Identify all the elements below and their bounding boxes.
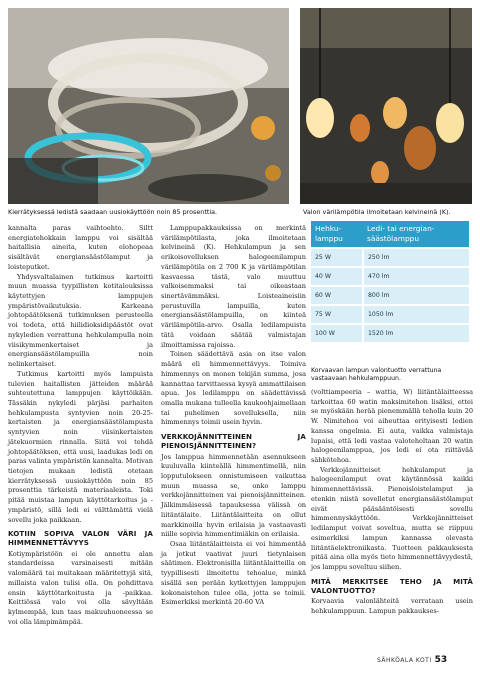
table-cell-watts: 60 W <box>311 286 363 305</box>
table-row <box>311 248 469 267</box>
glowing-bulbs-illustration <box>300 8 472 204</box>
text-column-1 <box>8 224 153 627</box>
paragraph: Jos lamppua himmennetään asennukseen kuuluvalla kiinteällä himmentimellä, niin lopputulokseen onnistumiseen vaikuttaa muun muassa se, onko lamppu verkkojännitteinen vai pienoisjännitteinen. Jälkimmäisessä tapauksessa välissä on liitäntälaite. Liitäntälaitteita on ollut markkinoilla hyvin erilaisia ja vastaavasti niille sopivia himmentimiäkin on erilaisia. <box>161 452 306 539</box>
paragraph: Verkkojännitteiset hehkulamput ja halogeenilamput ovat käytännössä kaikki himmennettävissä. Pienoisloistelamput ja etenkin niistä sovelletut energiansäästölamput eivät pääsääntöisesti sovellu himmennyskäyttöön. Verkkojännitteiset ledilamput voivat soveltua, mutta se riippuu esimerkiksi lampun kannassa olevasta liitäntäelektroniikasta. Tuotteen pakkauksesta pitää aina olla myös tieto himmennettävyydestä, jos lamppu soveltuu siihen. <box>311 465 473 571</box>
text-column-2 <box>161 224 306 608</box>
paragraph: Yhdysvaltalainen tutkimus kartoitti muun muassa tyypillisten kotitalouksissa käytettyjen lamppujen ympäristövaikutuksia. Karkeana johtopäätöksenä tutkimuksen perusteella voi todeta, että hiilidioksidipäästöt ovat nykyledien verrattuna hehkulampulla noin viisikymmenkertaiset ja energiansäästölampuilla noin nelinkertaiset. <box>8 272 153 369</box>
photo-color-temperature-bulbs <box>300 8 472 204</box>
table-row <box>311 267 469 286</box>
paragraph: Kotiympäristöön ei ole annettu alan standardeissa varsinaisesti mitään valomäärä tai muitakaan määritettyjä sitä, millaista valon tulisi olla. On pohdittava ensin käyttötarkoitusta ja -paikkaa. Keittiössä valo voi olla sävyltään kylmempää, kun taas makuuhuoneessa se voi olla lämpimämpää. <box>8 549 153 626</box>
paragraph: kannalta paras vaihtoehto. Siltt energiatehokkain lamppu voi sisältää haitallisia aineita, kuten elohopeaa sisältävät energiansäästölamput ja loisteputket. <box>8 224 153 271</box>
table-cell-lumens: 1520 lm <box>363 324 469 342</box>
photo-caption-left: Kierrätyksessä ledistä saadaan uusiokäyttöön noin 85 prosenttia. <box>8 208 218 216</box>
table-cell-lumens: 800 lm <box>363 286 469 305</box>
section-heading: KOTIIN SOPIVA VALON VÄRI JA HIMMENNETTÄVYYS <box>8 529 153 548</box>
led-chandelier-illustration <box>8 8 289 204</box>
page-footer <box>377 655 447 665</box>
table-row <box>311 324 469 342</box>
table-caption: Korvaavan lampun valontuotto verrattuna vastaavaan hehkulamppuun. <box>311 367 442 383</box>
lamp-equivalence-table <box>311 221 469 342</box>
table-row <box>311 305 469 324</box>
table-cell-watts: 25 W <box>311 248 363 267</box>
paragraph: Toinen säädettävä asia on itse valon määrä eli himmennettävyys. Toimiva himmennys on monen tekijän summa, josa kannattaa tarvittaessa kysyä ammattilaisen apua. Jos ledilamppu on säädettävissä omalla mukana tulleella kaukoohjaimellaan tai puhelimen sovelluksella, niin himmennys toimii usein hyvin. <box>161 350 306 427</box>
magazine-name: SÄHKÖALA KOTI <box>377 657 432 664</box>
table-cell-lumens: 250 lm <box>363 248 469 267</box>
photo-caption-right: Valon värilämpötila ilmoitetaan kelvineinä (K). <box>303 208 451 216</box>
page-number: 53 <box>434 655 448 665</box>
paragraph: Osaa liitäntälaitteista ei voi himmentää ja jotkut vaativat juuri tietynlaisen säätimen. Elektronisilla liitäntälaitteilla on tyypillisesti ilmoitettu tehoalue, minkä sisällä sen perään kytkettyjen lamppujen kokonaistehon tulee olla, jotta se toimii. Esimerkiksi merkintä 20-60 VA <box>161 539 306 607</box>
section-heading: VERKKOJÄNNITTEINEN JA PIENOISJÄNNITTEINEN? <box>161 432 306 451</box>
table-cell-watts: 40 W <box>311 267 363 286</box>
paragraph: (volttiampeeria – wattia, W) liitäntälaitteessa tarkoittaa 60 watin maksimitehon lisäksi, ettei se myöskään herää pienemmällä teholla kuin 20 W. Nimitehoa voi aiheuttaa erityisesti ledien kanssa ongelmia. Ei auta, vaikka valmistaja lupaisi, että ledi vastaa valoteholtaan 20 watin halogeenilamppua, jos ledi ei ota riittävää sähkötehoa. <box>311 388 473 465</box>
table-header-led: Ledi- tai energian-säästölamppu <box>363 221 469 248</box>
table-row <box>311 286 469 305</box>
table-cell-watts: 100 W <box>311 324 363 342</box>
table-header-incandescent: Hehku-lamppu <box>311 221 363 248</box>
text-column-3 <box>311 388 473 617</box>
paragraph: Tutkimus kartoitti myös lampuista tulevien haitallisten jätteiden määrää suhteutettuna lamppujen käyttöikään. Tässäkin nykyledi pärjäsi parhaiten hehkulampusta syntyvien noin 20-25-kertaisten ja energiansäästölampusta syntyvien noin viisinkertaisten jätekuormien rinnalla. Siitä voi tehdä johtopäätöksen, että uusi, laadukas ledi on paras valinta ympäristön kannalta. Motivan tietojen mukaan ledistä otetaan kierrätyksessä uusiokäyttöön noin 85 prosenttia tärkeistä materiaaleista. Toki pitää muistaa lampun käyttötarkoitus ja -ympäristö, sillä ledi ei välttämättä vielä sovellu joka paikkaan. <box>8 369 153 524</box>
table-cell-lumens: 1050 lm <box>363 305 469 324</box>
photo-led-installation <box>8 8 289 204</box>
paragraph: Lamppupakkauksissa on merkintä värilämpötilasta, joka ilmoitetaan kelvineinä (K). Hehkulampun ja sen erikoisovelluksen halogeenilampun värilämpötila on 2 700 K ja värilämpötilan kasvaessa tästä, valo muuttuu valkoisemmaksi tai oikeastaan sinertävämmäksi. Loisteaineisiin perustuvilla lampuilla, kuten energiansäästölampuilla, on kiinteä värilämpötila-arvo. Osalla ledilampuista tätä voidaan säätää valmistajan ilmoittamissa rajoissa. <box>161 224 306 349</box>
table-cell-lumens: 470 lm <box>363 267 469 286</box>
table-cell-watts: 75 W <box>311 305 363 324</box>
section-heading: MITÄ MERKITSEE TEHO JA MITÄ VALONTUOTTO? <box>311 576 473 595</box>
paragraph: Korvaavia valonlähteitä verrataan usein hehkulamppuun. Lampun pakkaukses- <box>311 597 473 615</box>
